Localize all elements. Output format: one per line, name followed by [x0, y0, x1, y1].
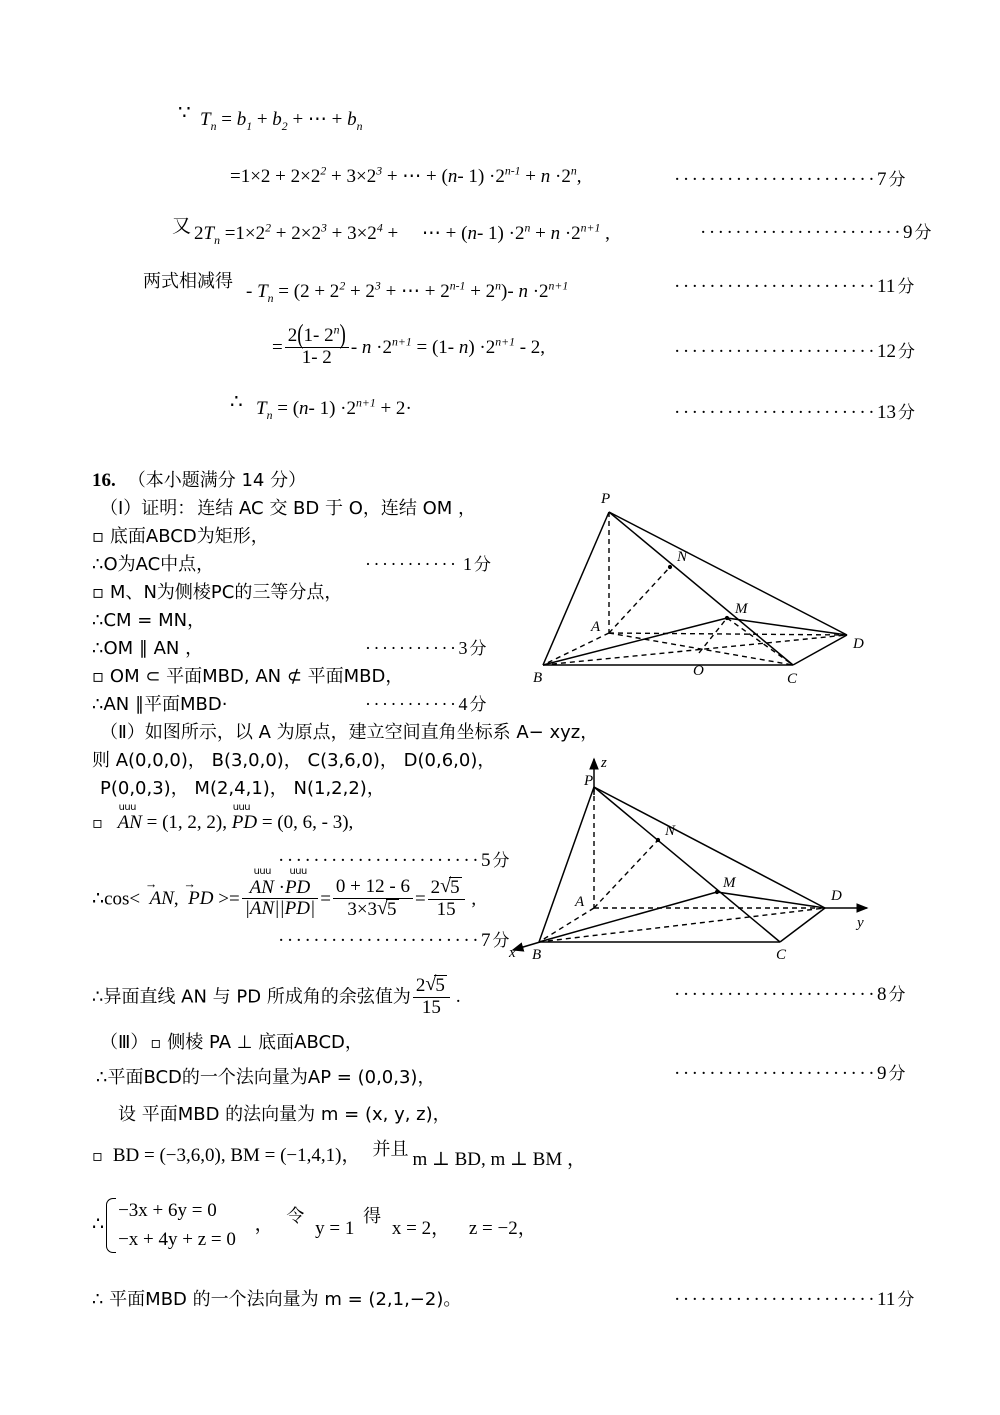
score-marker-1 [365, 550, 491, 575]
part2-conclusion-text: ∴异面直线 AN 与 PD 所成角的余弦值为 [92, 986, 411, 1008]
score-unit: 分 [888, 985, 906, 1005]
score-value: 4 [458, 694, 468, 714]
axis-label-y: y [857, 915, 864, 931]
label-C: C [787, 671, 798, 687]
period: . [455, 986, 461, 1008]
edge2-PB [539, 787, 594, 942]
vector-PD: uuu PD [232, 812, 257, 834]
part1-line-4: ∴CM = MN， [92, 610, 206, 631]
system-row-1: −3x + 6y = 0 [118, 1200, 217, 1221]
series-line-4: - $T_n = (2 + 2^2 + 2^3$ + ⋯ + $2^{n-1} + 2^n)-$ $n \cdot 2^{n+1}$ [246, 279, 569, 305]
fraction-2-1-minus-2n: $\frac{2(1- 2^n)}{1- 2}$ [285, 326, 349, 369]
part3-line-b: ∴平面BCD的一个法向量为AP = (0,0,3)， [96, 1067, 436, 1088]
label-A: A [591, 619, 601, 635]
diagram-pyramid-2-axes [492, 745, 880, 965]
problem-number: 16. [92, 470, 116, 491]
fraction-dot-product: uuu $\frac{\text{AN ·uuu PD}}{|AN||PD|}$ [242, 878, 319, 921]
part3-vectors: BD = (−3,6,0), BM = (−1,4,1)， [112, 1145, 361, 1166]
score-marker-5 [278, 846, 510, 872]
vector-arrow-AN: → AN [145, 888, 174, 910]
label-N: N [677, 549, 688, 565]
score-unit: 分 [492, 851, 510, 871]
therefore-box-1: ▫ [92, 813, 103, 832]
series-line-6: ∴ $T_n = (n-$ $1) \cdot 2^{n+1} + 2\cdot$ [230, 391, 412, 422]
part3-line-d [92, 1139, 586, 1170]
score-marker-8 [674, 980, 906, 1006]
get-label: 得 [363, 1205, 382, 1227]
score-value: 9 [877, 1063, 887, 1084]
series-line-2: $=1\times 2 + 2\times 2^2 + 3\times 2^3$ + ⋯ + (n- $1) \cdot 2^{n-1} + n \cdot 2^n$, [230, 164, 582, 187]
series-line-3-prefix: 又 [172, 215, 192, 237]
point-M [725, 616, 729, 620]
leader-dots: ······················· [674, 341, 878, 362]
part1-label: （Ⅰ）证明： [100, 498, 196, 519]
edge-AD-dashed [609, 633, 847, 635]
score-value: 3 [458, 638, 468, 658]
score-unit: 分 [897, 277, 915, 297]
score-unit: 分 [898, 342, 916, 362]
edge-AC-dashed [609, 633, 793, 665]
score-marker-4 [365, 690, 486, 715]
system-comma: ， [254, 1213, 274, 1235]
part2-cos-formula: ∴cos< → AN, → PD >= uuu $\frac{\text{AN ·uuu PD}}{|AN||PD|}$ = $\frac{0 + 12 - 6}{3\times 3 √ 5}$ = $\frac{2 √ 5}{15}$ , [92, 878, 476, 922]
label-M: M [735, 601, 748, 617]
therefore-symbol-1: ∵ [178, 102, 191, 124]
score-unit: 分 [473, 555, 491, 575]
edge-MC-dashed [727, 618, 793, 665]
score-unit: 分 [898, 403, 916, 423]
edge2-PD [594, 787, 825, 908]
let-value: y = 1 [315, 1217, 355, 1239]
label-D: D [853, 636, 864, 652]
edge-AN-dashed [609, 567, 670, 633]
part2-line-b: 则 A(0,0,0)， B(3,0,0)， C(3,6,0)， D(0,6,0)， [92, 750, 496, 771]
leader-dots: ······················· [278, 930, 482, 951]
part3-conclusion: ∴ 平面MBD 的一个法向量为 m = (2,1,−2)。 [92, 1289, 462, 1310]
leader-dots: ······················· [700, 222, 904, 243]
problem-title: （本小题满分 14 分） [127, 470, 307, 491]
edge-PC [609, 512, 793, 665]
part3-perp-conditions: m ⊥ BD, m ⊥ BM ， [412, 1149, 586, 1170]
score-unit: 分 [888, 170, 906, 190]
series-line-4-prefix: 两式相减得 [143, 271, 233, 292]
score-unit: 分 [897, 1290, 915, 1310]
fraction-numeric: $\frac{0 + 12 - 6}{3\times 3 √ 5}$ [333, 877, 413, 921]
part3-box-symbol: ▫ [150, 1033, 162, 1052]
part2-label: （Ⅱ） [100, 722, 145, 743]
leader-dots: ······················· [674, 169, 878, 190]
leader-dots: ······················· [278, 850, 482, 871]
leader-dots: ······················· [674, 276, 878, 297]
leader-dots: ······················· [674, 1063, 878, 1084]
score-unit: 分 [492, 931, 510, 951]
score-unit: 分 [469, 695, 487, 715]
leader-dots: ··········· [365, 694, 459, 714]
edge2-BM [539, 892, 717, 942]
part1-line-6: ▫ OM ⊂ 平面MBD, AN ⊄ 平面MBD， [92, 666, 404, 687]
fraction-result-cos: $\frac{2 √ 5}{15}$ [428, 877, 465, 921]
part3-line-a [100, 1028, 363, 1054]
point-N [668, 565, 672, 569]
part2-line-c: P(0,0,3)， M(2,4,1)， N(1,2,2)， [100, 778, 385, 799]
let-label: 令 [286, 1205, 305, 1227]
result-z: z = −2， [468, 1217, 537, 1239]
score-unit: 分 [914, 223, 932, 243]
diagram-1-svg [525, 485, 880, 695]
score-unit: 分 [469, 639, 487, 659]
therefore-symbol-2: ∴ [230, 391, 243, 413]
score-marker-3 [365, 634, 486, 659]
part1-line-7: ∴AN ∥平面MBD· [92, 694, 228, 715]
series-line-3: $2T_n =1\times 2^2 + 2\times 2^3 + 3\times 2^4$ + ⋯ + (n- $1) \cdot 2^n + n \cdot 2^{n+1}$ , [194, 221, 610, 247]
axis-label-z: z [601, 755, 607, 771]
part2-vector-line: ▫ uuu AN = (1, 2, 2), uuu PD = (0, 6, - 3), [92, 812, 353, 834]
score-value: 7 [481, 930, 491, 951]
label2-A: A [575, 894, 585, 910]
equation-brace [104, 1196, 236, 1255]
score-marker-9b [674, 1059, 906, 1085]
label2-C: C [776, 947, 787, 963]
result-x: x = 2， [391, 1217, 451, 1239]
score-marker-9 [700, 218, 932, 244]
point2-N [656, 838, 660, 842]
therefore-symbol-3: ∴ [92, 1213, 105, 1235]
part3-system [92, 1196, 537, 1255]
score-value: 12 [877, 341, 897, 362]
part1-text-0: 连结 AC 交 BD 于 O，连结 OM ， [197, 498, 477, 519]
problem-16-heading [92, 466, 306, 492]
part1-line-1: ▫ 底面ABCD为矩形， [92, 526, 269, 547]
part1-line-0 [100, 494, 476, 520]
score-value: 13 [877, 402, 897, 423]
label2-D: D [831, 888, 842, 904]
part1-line-5: ∴OM ∥ AN ， [92, 638, 204, 659]
leader-dots: ······················· [674, 1289, 878, 1310]
leader-dots: ······················· [674, 984, 878, 1005]
series-line-5: = $\frac{2(1- 2^n)}{1- 2}$ - $n \cdot 2^{n+1} = (1-$ $n) \cdot 2^{n+1} - 2$, [272, 319, 546, 368]
part3-and-also: 并且 [372, 1139, 409, 1160]
part2-conclusion [92, 976, 461, 1020]
part3-box-symbol-2: ▫ [92, 1146, 103, 1165]
label2-P: P [584, 773, 594, 789]
label2-M: M [723, 875, 736, 891]
edge-CD [793, 635, 847, 665]
score-marker-7b [278, 926, 510, 952]
part2-text-a: 如图所示，以 A 为原点，建立空间直角坐标系 A− xyz， [144, 722, 599, 743]
system-row-2: −x + 4y + z = 0 [118, 1229, 236, 1251]
score-marker-11 [674, 272, 914, 298]
label-B: B [533, 670, 543, 686]
edge-AB-dashed [543, 633, 609, 665]
part3-line-c: 设 平面MBD 的法向量为 m = (x, y, z)， [118, 1104, 451, 1125]
score-marker-12 [674, 337, 915, 363]
score-value: 7 [877, 169, 887, 190]
score-value: 11 [877, 1289, 896, 1310]
score-unit: 分 [888, 1064, 906, 1084]
diagram-pyramid-1 [525, 485, 880, 695]
axis-label-x: x [509, 945, 516, 961]
label-O: O [693, 663, 704, 679]
score-value: 11 [877, 276, 896, 297]
score-marker-13 [674, 398, 915, 424]
score-value: 5 [481, 850, 491, 871]
score-value: 1 [462, 554, 472, 574]
vector-AN: uuu AN [118, 812, 142, 834]
score-marker-7 [674, 165, 906, 191]
leader-dots: ······················· [674, 402, 878, 423]
point2-M [715, 890, 719, 894]
edge-BM [543, 618, 727, 665]
part1-line-3: ▫ M、N为侧棱PC的三等分点， [92, 582, 343, 603]
label2-N: N [665, 823, 676, 839]
score-marker-11b [674, 1285, 914, 1311]
edge2-BD-dashed [539, 908, 825, 942]
part1-line-2: ∴O为AC中点， [92, 554, 215, 575]
diagram-2-svg [492, 745, 880, 965]
label-P: P [601, 491, 611, 507]
edge-PB [543, 512, 609, 665]
score-value: 9 [903, 222, 913, 243]
vector-arrow-PD: → PD [183, 888, 213, 910]
edge2-CD [780, 908, 825, 942]
part3-label: （Ⅲ） [100, 1032, 149, 1053]
leader-dots: ··········· [365, 638, 459, 658]
label2-B: B [532, 947, 542, 963]
fraction-conclusion-cos: $\frac{2 √ 5}{15}$ [413, 975, 450, 1019]
score-value: 8 [877, 984, 887, 1005]
leader-dots: ··········· [365, 554, 459, 574]
series-line-1: ∵ $T_n = b_1 + b_2$ + ⋯ + $b_n$ [178, 102, 363, 133]
part3-text-a: 侧棱 PA ⊥ 底面ABCD， [167, 1032, 363, 1053]
edge2-AN-dashed [594, 840, 658, 908]
part2-line-a [100, 718, 598, 744]
